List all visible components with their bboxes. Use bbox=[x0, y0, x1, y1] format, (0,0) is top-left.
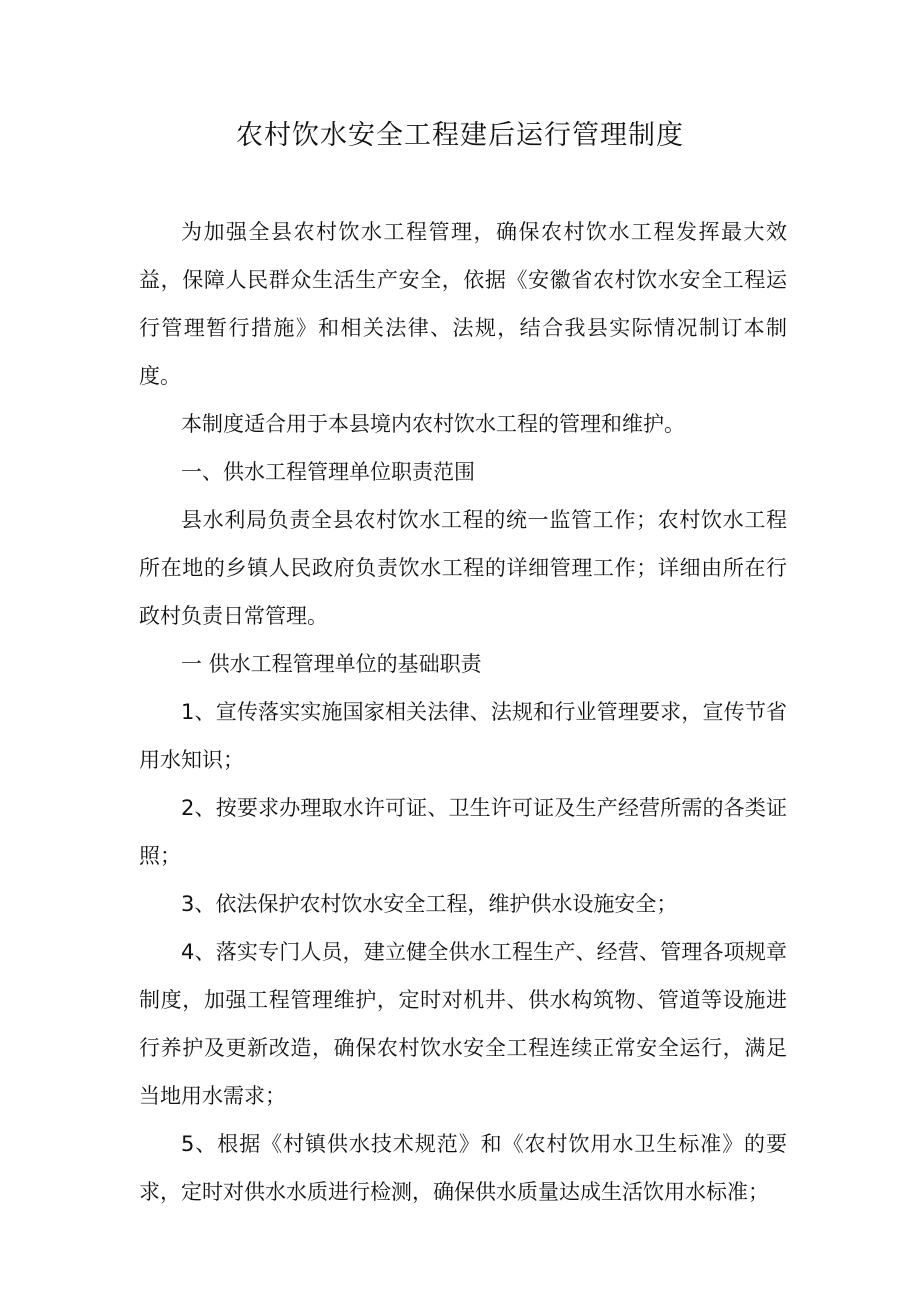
list-item-4: 4、落实专门人员，建立健全供水工程生产、经营、管理各项规章制度，加强工程管理维护，定时对机井、供水构筑物、管道等设施进行养护及更新改造，确保农村饮水安全工程连续正常安全运行，满足当地用水需求； bbox=[139, 940, 787, 1108]
paragraph-scope: 本制度适合用于本县境内农村饮水工程的管理和维护。 bbox=[181, 412, 685, 436]
list-item-3: 3、依法保护农村饮水安全工程，维护供水设施安全； bbox=[181, 892, 678, 916]
section-heading-2: 一 供水工程管理单位的基础职责 bbox=[181, 652, 482, 676]
document-body bbox=[139, 208, 787, 1216]
paragraph-intro: 为加强全县农村饮水工程管理，确保农村饮水工程发挥最大效益，保障人民群众生活生产安全，依据《安徽省农村饮水安全工程运行管理暂行措施》和相关法律、法规，结合我县实际情况制订本制度。 bbox=[139, 220, 787, 388]
list-item-2: 2、按要求办理取水许可证、卫生许可证及生产经营所需的各类证照； bbox=[139, 796, 787, 868]
list-item-1: 1、宣传落实实施国家相关法律、法规和行业管理要求，宣传节省用水知识； bbox=[139, 700, 787, 772]
list-item-5: 5、根据《村镇供水技术规范》和《农村饮用水卫生标准》的要求，定时对供水水质进行检测，确保供水质量达成生活饮用水标准； bbox=[139, 1132, 787, 1204]
section-heading-1: 一、供水工程管理单位职责范围 bbox=[181, 460, 475, 484]
paragraph-responsibilities: 县水利局负责全县农村饮水工程的统一监管工作；农村饮水工程所在地的乡镇人民政府负责饮水工程的详细管理工作；详细由所在行政村负责日常管理。 bbox=[139, 508, 787, 628]
document-title: 农村饮水安全工程建后运行管理制度 bbox=[236, 120, 684, 151]
